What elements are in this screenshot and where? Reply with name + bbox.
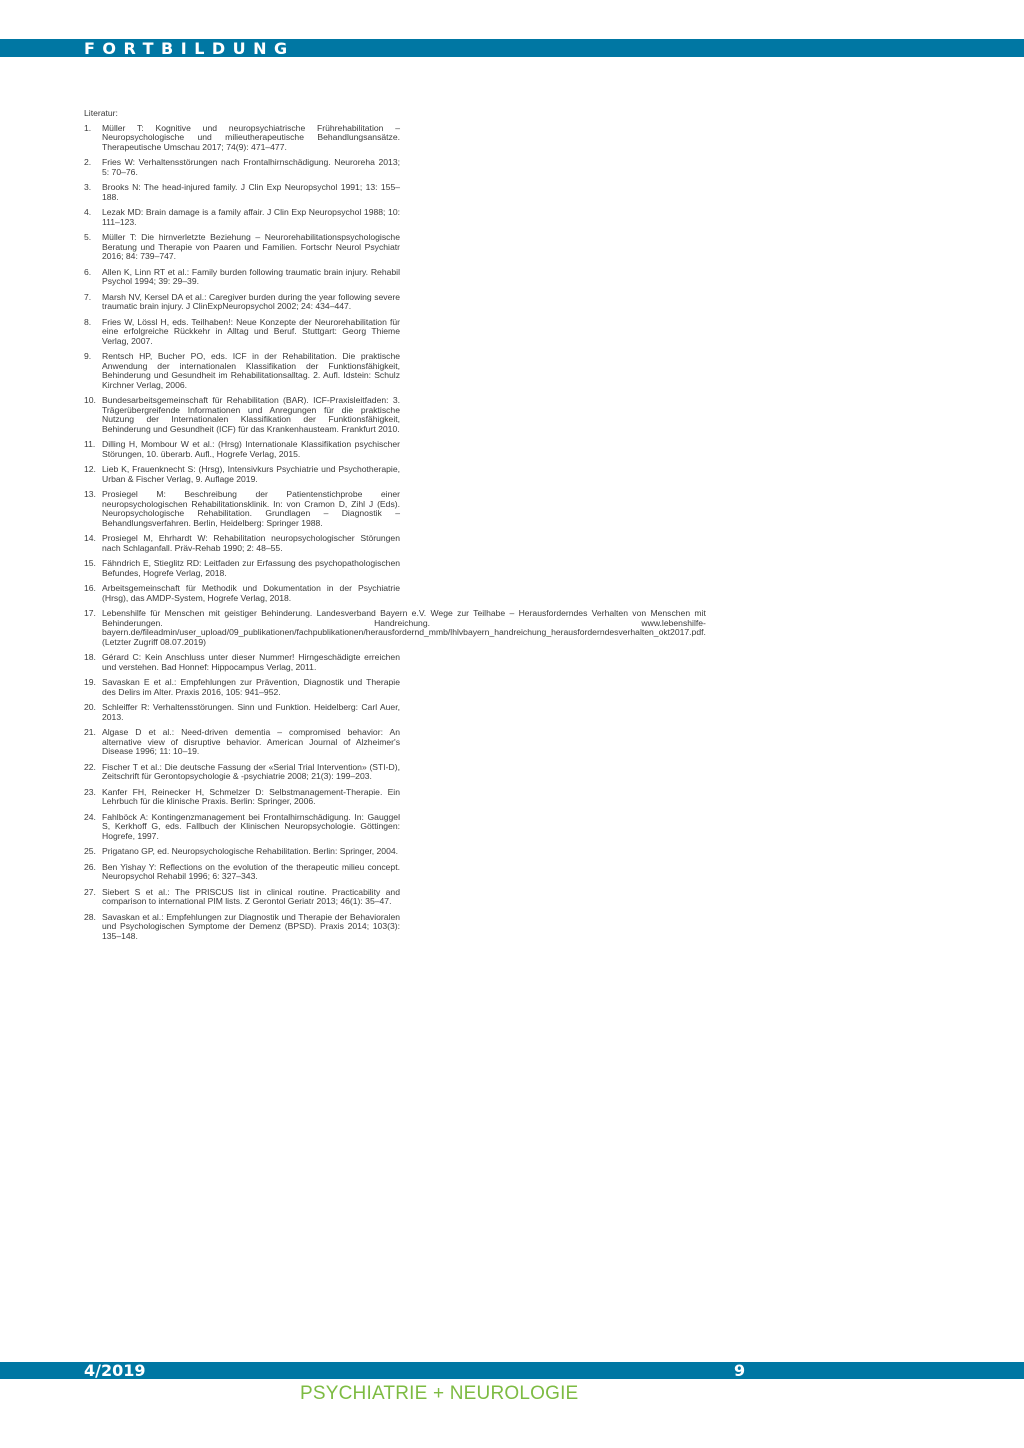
- reference-number: 17.: [84, 608, 96, 618]
- reference-item: [84, 268, 400, 287]
- reference-item: [84, 490, 400, 528]
- reference-item: [84, 847, 400, 857]
- footer-band: [0, 1362, 1024, 1379]
- reference-item: [84, 863, 400, 882]
- reference-text: Fahlböck A: Kontingenzmanagement bei Frontalhirnschädigung. In: Gauggel S, Kerkhoff G, eds. Fallbuch der Klinischen Neuropsychologie. Göttingen: Hogrefe, 1997.: [102, 811, 400, 841]
- reference-number: 18.: [84, 652, 96, 662]
- reference-item: [84, 788, 400, 807]
- issue-label: 4/2019: [84, 1361, 146, 1380]
- reference-item: [84, 318, 400, 347]
- reference-number: 16.: [84, 583, 96, 593]
- reference-number: 6.: [84, 266, 92, 277]
- reference-number: 2.: [84, 157, 92, 167]
- reference-text: Schleiffer R: Verhaltensstörungen. Sinn und Funktion. Heidelberg: Carl Auer, 2013.: [102, 702, 400, 722]
- reference-item: [84, 465, 400, 484]
- reference-number: 10.: [84, 395, 96, 405]
- reference-number: 14.: [84, 533, 96, 543]
- reference-number: 8.: [84, 316, 92, 327]
- reference-item: [84, 396, 400, 434]
- reference-text: Fries W: Verhaltensstörungen nach Frontalhirnschädigung. Neuroreha 2013; 5: 70–76.: [102, 157, 400, 177]
- reference-item: [84, 559, 400, 578]
- reference-text: Savaskan E et al.: Empfehlungen zur Prävention, Diagnostik und Therapie des Delirs im Alter. Praxis 2016, 105: 941–952.: [102, 677, 400, 697]
- reference-item: [84, 913, 400, 942]
- reference-number: 4.: [84, 207, 92, 217]
- reference-text: Prosiegel M: Beschreibung der Patientenstichprobe einer neuropsychologischen Rehabilitationsklinik. In: von Cramon D, Zihl J (Eds). Neuropsychologische Rehabilitation. Grundlagen – Diagnostik – Behandlungsverfahren. Berlin, Heidelberg: Springer 1988.: [102, 489, 400, 528]
- reference-number: 7.: [84, 291, 92, 302]
- reference-number: 23.: [84, 786, 96, 797]
- reference-number: 27.: [84, 886, 96, 897]
- reference-item: [84, 158, 400, 177]
- reference-number: 12.: [84, 464, 96, 474]
- journal-title: PSYCHIATRIE + NEUROLOGIE: [300, 1383, 579, 1404]
- reference-text: Lieb K, Frauenknecht S: (Hrsg), Intensivkurs Psychiatrie und Psychotherapie, Urban & Fischer Verlag, 9. Auflage 2019.: [102, 464, 400, 484]
- reference-text: Bundesarbeitsgemeinschaft für Rehabilitation (BAR). ICF-Praxisleitfaden: 3. Trägerübergreifende Informationen und Anregungen für die praktische Nutzung der Internationalen Klassifikation der Funktionsfähigkeit, Behinderung und Gesundheit (ICF) für das Krankenhausteam. Frankfurt 2010.: [102, 395, 400, 434]
- reference-item: [84, 534, 400, 553]
- reference-text: Fähndrich E, Stieglitz RD: Leitfaden zur Erfassung des psychopathologischen Befundes, Hogrefe Verlag, 2018.: [102, 558, 400, 578]
- reference-text: Algase D et al.: Need-driven dementia – compromised behavior: An alternative view of disruptive behavior. American Journal of Alzheimer's Disease 1996; 11: 10–19.: [102, 727, 400, 756]
- reference-number: 9.: [84, 351, 92, 361]
- reference-number: 26.: [84, 861, 96, 872]
- reference-item: [84, 183, 400, 202]
- reference-text: Kanfer FH, Reinecker H, Schmelzer D: Selbstmanagement-Therapie. Ein Lehrbuch für die klinische Praxis. Berlin: Springer, 2006.: [102, 786, 400, 806]
- reference-text: Siebert S et al.: The PRISCUS list in clinical routine. Practicability and comparison to international PIM lists. Z Gerontol Geriatr 2013; 46(1): 35–47.: [102, 886, 400, 906]
- reference-number: 15.: [84, 558, 96, 568]
- reference-text: Dilling H, Mombour W et al.: (Hrsg) Internationale Klassifikation psychischer Störungen, 10. überarb. Aufl., Hogrefe Verlag, 2015.: [102, 439, 400, 459]
- reference-number: 21.: [84, 727, 96, 737]
- reference-list: [84, 122, 706, 942]
- reference-number: 20.: [84, 702, 96, 712]
- reference-number: 3.: [84, 182, 92, 192]
- reference-item: [84, 813, 400, 842]
- reference-item: [84, 703, 400, 722]
- reference-item: [84, 124, 400, 153]
- reference-text: Marsh NV, Kersel DA et al.: Caregiver burden during the year following severe traumatic brain injury. J ClinExpNeuropsychol 2002; 24: 434–447.: [102, 291, 400, 311]
- reference-number: 11.: [84, 439, 96, 449]
- reference-item: [84, 728, 400, 757]
- reference-text: Allen K, Linn RT et al.: Family burden following traumatic brain injury. Rehabil Psychol 1994; 39: 29–39.: [102, 266, 400, 286]
- reference-text: Prigatano GP, ed. Neuropsychologische Rehabilitation. Berlin: Springer, 2004.: [102, 846, 399, 856]
- reference-item: [84, 208, 400, 227]
- literature-section: [84, 108, 706, 947]
- reference-number: 5.: [84, 232, 92, 242]
- reference-text: Gérard C: Kein Anschluss unter dieser Nummer! Hirngeschädigte erreichen und verstehen. Bad Honnef: Hippocampus Verlag, 2011.: [102, 652, 400, 672]
- reference-item: [84, 888, 400, 907]
- reference-text: Fischer T et al.: Die deutsche Fassung der «Serial Trial Intervention» (STI-D), Zeitschrift für Gerontopsychologie & -psychiatrie 2008; 21(3): 199–203.: [102, 761, 400, 781]
- literature-heading: Literatur:: [84, 108, 118, 118]
- reference-text: Ben Yishay Y: Reflections on the evolution of the therapeutic milieu concept. Neuropsychol Rehabil 1996; 6: 327–343.: [102, 861, 400, 881]
- reference-number: 25.: [84, 846, 96, 856]
- reference-number: 28.: [84, 911, 96, 922]
- reference-number: 13.: [84, 489, 96, 499]
- reference-item: [84, 763, 400, 782]
- reference-text: Lezak MD: Brain damage is a family affair. J Clin Exp Neuropsychol 1988; 10: 111–123.: [102, 207, 400, 227]
- reference-item: [84, 608, 706, 647]
- reference-number: 19.: [84, 677, 96, 687]
- reference-text: Müller T: Kognitive und neuropsychiatrische Frührehabilitation – Neuropsychologische und milieutherapeutische Behandlungsansätze. Therapeutische Umschau 2017; 74(9): 471–477.: [102, 122, 400, 152]
- reference-text: Rentsch HP, Bucher PO, eds. ICF in der Rehabilitation. Die praktische Anwendung der internationalen Klassifikation der Funktionsfähigkeit, Behinderung und Gesundheit im Rehabilitationsalltag. 2. Aufl. Idstein: Schulz Kirchner Verlag, 2006.: [102, 351, 400, 390]
- reference-item: [84, 293, 400, 312]
- reference-text: Prosiegel M, Ehrhardt W: Rehabilitation neuropsychologischer Störungen nach Schlaganfall. Präv-Rehab 1990; 2: 48–55.: [102, 533, 400, 553]
- reference-text: Brooks N: The head-injured family. J Clin Exp Neuropsychol 1991; 13: 155–188.: [102, 182, 400, 202]
- reference-item: [84, 653, 400, 672]
- reference-number: 24.: [84, 811, 96, 822]
- reference-item: [84, 440, 400, 459]
- reference-text: Lebenshilfe für Menschen mit geistiger Behinderung. Landesverband Bayern e.V. Wege zur Teilhabe – Herausforderndes Verhalten von Menschen mit Behinderungen. Handreichung. www.lebenshilfe-bayern.de/fileadmin/user_upload/09_publikationen/fachpublikationen/herausfordernd_mmb/lhlvbayern_handreichung_herausforderndesverhalten_okt2017.pdf. (Letzter Zugriff 08.07.2019): [102, 608, 706, 647]
- reference-text: Savaskan et al.: Empfehlungen zur Diagnostik und Therapie der Behavioralen und Psychologischen Symptome der Demenz (BPSD). Praxis 2014; 103(3): 135–148.: [102, 911, 400, 941]
- reference-text: Arbeitsgemeinschaft für Methodik und Dokumentation in der Psychiatrie (Hrsg), das AMDP-System, Hogrefe Verlag, 2018.: [102, 583, 400, 603]
- reference-number: 1.: [84, 122, 92, 133]
- reference-item: [84, 584, 400, 603]
- reference-text: Müller T: Die hirnverletzte Beziehung – Neurorehabilitationspsychologische Beratung und Therapie von Paaren und Familien. Fortschr Neurol Psychiatr 2016; 84: 739–747.: [102, 232, 400, 261]
- reference-text: Fries W, Lössl H, eds. Teilhaben!: Neue Konzepte der Neurorehabilitation für eine erfolgreiche Rückkehr in Alltag und Beruf. Stuttgart: Georg Thieme Verlag, 2007.: [102, 316, 400, 346]
- reference-item: [84, 678, 400, 697]
- reference-item: [84, 352, 400, 390]
- reference-number: 22.: [84, 761, 96, 772]
- page-number: 9: [734, 1361, 746, 1380]
- section-title: FORTBILDUNG: [84, 39, 295, 58]
- reference-item: [84, 233, 400, 262]
